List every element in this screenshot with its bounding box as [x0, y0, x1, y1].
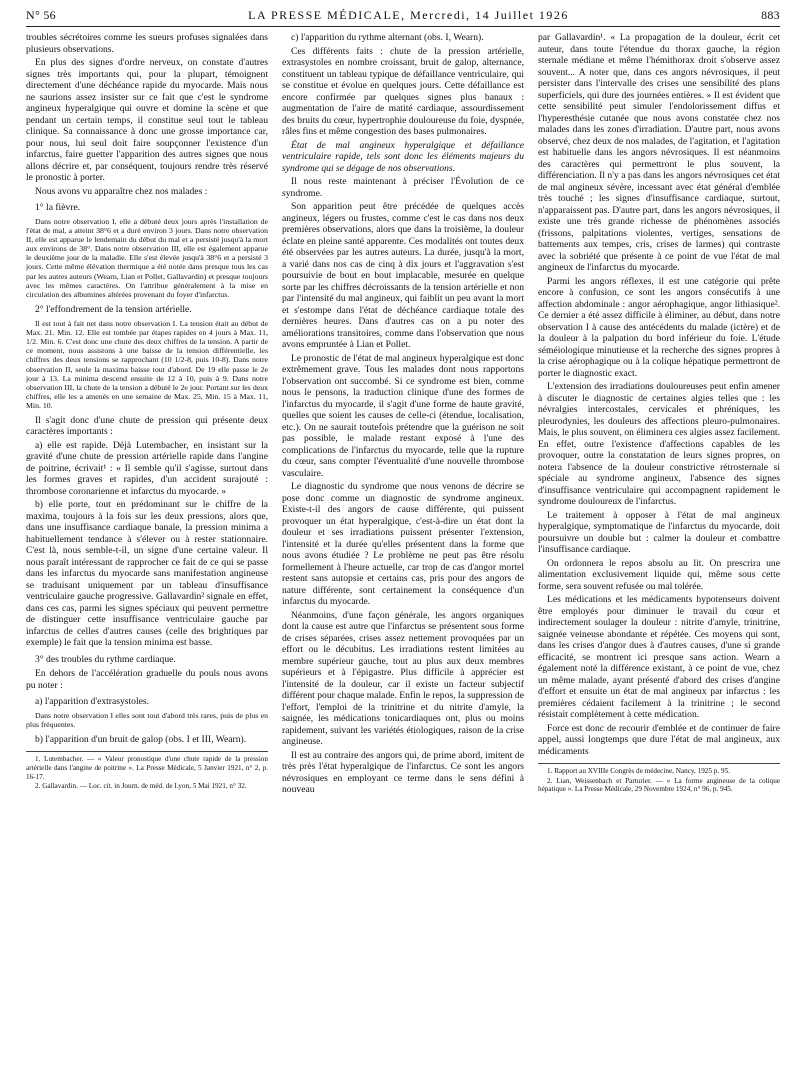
subheading: 3° des troubles du rythme cardiaque.	[35, 653, 176, 665]
footnotes	[538, 763, 780, 794]
paragraph: par Gallavardin¹. « La propagation de la douleur, écrit cet auteur, dans toute l'étendue du thorax gauche, la région sternale médiane et même l'hémithorax droit s'observe assez souvent... A noter que, dans ces angors névrosiques, il peut persister dans l'intervalle des crises une sensibilité des plans superficiels, qui dure des journées entières. » Il est évident que cette sensibilité peut simuler l'endolorissement diffus et l'hyperesthésie cutanée que nous avons constatée chez nos malades dans les zones d'irradiation. D'autre part, nous avons observé, chez deux de nos malades, de l'agitation, et l'agitation est habituelle dans les angors névrosiques. Il est néanmoins des caractères qui permettront le plus souvent, la différenciation. Il n'y a pas dans les angors névrosiques cet état de mal angineux sévère, incessant avec état général d'emblée très touché ; les signes d'insuffisance cardiaque, surtout, n'apparaissent pas. D'autre part, dans les angors névrosiques, il existe une très grande richesse de phénomènes associés (frissons, palpitations violentes, vertiges, sensations de battements aux tempes, cris, crises de larmes) qui contraste avec la sobriété que présente à ce point de vue l'état de mal angineux de l'infarctus du myocarde.	[538, 32, 780, 273]
paragraph: Ces différents faits : chute de la pression artérielle, extrasystoles en nombre croissant, bruit de galop, alternance, constituent un tableau typique de défaillance ventriculaire, qui se constitue et évolue en quelques jours. Cette défaillance est encore confirmée par quelques signes plus banaux : augmentation de l'aire de matité cardiaque, assourdissement des bruits du cœur, hypertrophie douloureuse du foie, dyspnée, râles fins et même congestion des bases pulmonaires.	[282, 45, 524, 137]
column-left	[26, 32, 268, 1077]
footnotes	[26, 751, 268, 791]
paragraph: On ordonnera le repos absolu au lit. On prescrira une alimentation exclusivement liquide qui, même sous cette forme, sera souvent refusée ou mal tolérée.	[538, 557, 780, 592]
paragraph: L'extension des irradiations douloureuses peut enfin amener à discuter le diagnostic de certaines algies telles que : les névralgies intercostales, cervicales et phréniques, les pleurodynies, les douleurs des affections pleuro-pulmonaires. Mais, le plus souvent, on éliminera ces algies assez facilement. En effet, outre l'existence d'affections capables de les provoquer, outre la constatation de leurs signes propres, on notera l'absence de la douleur constrictive rétrosternale si spéciale au syndrome angineux, l'absence des signes d'insuffisance ventriculaire qui accompagnent rapidement le syndrome douloureux de l'infarctus.	[538, 381, 780, 507]
paragraph: Le diagnostic du syndrome que nous venons de décrire se pose donc comme un diagnostic de syndrome angineux. Existe-t-il des angors de cause différente, qui puissent provoquer un état hyperalgique, c'est-à-dire un état dont la douleur et ses irradiations puissent présenter l'extension, l'intensité et la durée qu'elles présentent dans la forme que nous avons étudiée ? Le problème ne peut pas être résolu formellement à l'heure actuelle, car trop de cas d'angor mortel restent sans autopsie et certains cas, pris pour des angors de nature différente, sont certainement la conséquence d'un infarctus du myocarde.	[282, 481, 524, 607]
paragraph: Force est donc de recourir d'emblée et de continuer de faire appel, aussi longtemps que dure l'état de mal angineux, aux médicaments	[538, 722, 780, 757]
observation-note: Dans notre observation I, elle a débuté deux jours après l'installation de l'état de mal, a atteint 38°6 et a duré environ 3 jours. Dans notre observation II, elle est apparue le lendemain du début du mal et a persisté jusqu'à la mort aux environs de 38°. Dans notre observation III, elle est également apparue le deuxième jour de la maladie. Elle s'est élevée jusqu'à 38°6 et a persisté 3 jours. Cette même élévation thermique a été notée dans presque tous les cas par les autres auteurs (Wearn, Lian et Pollet, Gallavardin) et presque toujours avec les mêmes caractères. On l'attribue généralement à la mise en circulation des albumines altérées provenant du foyer d'infarctus.	[26, 216, 268, 299]
paragraph: Les médications et les médicaments hypotenseurs doivent être employés pour diminuer le travail du cœur et indirectement soulager la douleur : nitrite d'amyle, trinitrine, saignée veineuse abondante et répétée. Ces moyens qui sont, dans les crises d'angor dues à d'autres causes, d'une si grande efficacité, se montrent ici presque sans action. Wearn a également noté la différence existant, à ce point de vue, chez un même malade, ayant présenté d'abord des crises d'angine d'effort et ensuite un état de mal angineux par infarctus : les premières cédaient facilement à la trinitrine ; le second résistait complètement à cette médication.	[538, 594, 780, 720]
paragraph: Le traitement à opposer à l'état de mal angineux hyperalgique, symptomatique de l'infarctus du myocarde, doit poursuivre un double but : calmer la douleur et combattre l'insuffisance cardiaque.	[538, 509, 780, 555]
paragraph: Nous avons vu apparaître chez nos malades :	[35, 185, 208, 197]
subheading: a) l'apparition d'extrasystoles.	[35, 696, 150, 708]
paragraph: Il est au contraire des angors qui, de prime abord, imitent de très près l'état hyperalgique de l'infarctus. Ce sont les angors névrosiques en employant ce terme dans le sens défini à nouveau	[282, 749, 524, 795]
paragraph: troubles sécrétoires comme les sueurs profuses signalées dans plusieurs observations.	[26, 32, 268, 55]
issue-number: N° 56	[26, 8, 56, 22]
paragraph: Il s'agit donc d'une chute de pression qui présente deux caractères importants :	[26, 414, 268, 438]
paragraph: Le pronostic de l'état de mal angineux hyperalgique est donc extrêmement grave. Tous les malades dont nous rapportons l'observation ont succombé. Si ce syndrome est bien, comme nous le pensons, la traduction clinique d'une des formes de l'infarctus du myocarde, il s'agit d'une forme de haute gravité, quelles que soient les causes de celle-ci (étendue, localisation, etc.). On ne saurait toutefois prétendre que la guérison ne soit pas possible, le malade restant exposé à l'une des complications de l'infarctus du myocarde, telle que la rupture du cœur, sans compter l'éventualité d'une nouvelle thrombose vasculaire.	[282, 352, 524, 479]
paragraph: En plus des signes d'ordre nerveux, on constate d'autres signes très importants qui, pour la plupart, témoignent directement d'une déchéance rapide du myocarde. Mais nous ne saurions assez insister sur ce fait que c'est le syndrome angineux hyperalgique qui ouvre et domine la scène et que pendant un certain temps, il constitue seul tout le tableau clinique. Sa connaissance à donc une grosse importance car, pour nous, lui seul doit faire soupçonner l'existence d'un infarctus, faire guetter l'apparition des autres signes que nous allons décrire et, par conséquent, toujours rendre très réservé le pronostic à porter.	[26, 57, 268, 183]
text-columns	[26, 32, 780, 1077]
column-right	[538, 32, 780, 1077]
subheading: b) l'apparition d'un bruit de galop (obs. I et III, Wearn).	[35, 733, 247, 745]
subheading: 2° l'effondrement de la tension artérielle.	[35, 304, 192, 316]
paragraph: a) elle est rapide. Déjà Lutembacher, en insistant sur la gravité d'une chute de pression artérielle rapide dans l'angine de poitrine, écrivait¹ : « Il semble qu'il s'agisse, surtout dans les formes graves et rapides, d'un accident surajouté : thrombose coronarienne et infarctus du myocarde. »	[26, 439, 268, 497]
observation-note: Dans notre observation I elles sont tout d'abord très rares, puis de plus en plus fréquentes.	[26, 710, 268, 729]
subheading: 1° la fièvre.	[35, 202, 81, 213]
paragraph: Son apparition peut être précédée de quelques accès angineux, légers ou frustes, comme c'est le cas dans nos deux premières observations, alors que dans la troisième, la douleur éclate en pleine santé apparente. Ces modalités ont toutes deux été observées par les autres auteurs. La durée, jusqu'à la mort, a varié dans nos cas de cinq à dix jours et l'aggravation s'est poursuivie de bout en bout implacable, mesurée en quelque sorte par les chiffres décroissants de la tension artérielle et non par l'intensité du mal angineux, qui faiblit un peu avant la mort et s'estompe dans l'état de déchéance cardiaque totale des dernières heures. Dans d'autres cas on a pu noter des améliorations transitoires, comme dans l'observation que nous avons empruntée à Lian et Pollet.	[282, 201, 524, 350]
paragraph: Néanmoins, d'une façon générale, les angors organiques dont la cause est autre que l'infarctus se présentent sous forme de crises séparées, crises assez nettement provoquées par un effort ou le décubitus. Les irradiations restent limitées au membre supérieur gauche, tout au plus aux deux membres supérieurs et à l'épigastre. Plus difficile à apprécier est l'intensité de la douleur, car il existe un facteur subjectif différent pour chaque malade. Enfin le repos, la suppression de l'effort, l'emploi de la trinitrine et du nitrite d'amyle, la saignée, les médications tonicardiaques ont, plus ou moins rapidement, suivant les variétés étiologiques, raison de la crise angineuse.	[282, 609, 524, 747]
footnote: 1. Rapport au XVIIIe Congrès de médecine, Nancy, 1925 p. 95.	[547, 767, 730, 775]
paragraph: En dehors de l'accélération graduelle du pouls nous avons pu noter :	[26, 668, 268, 691]
paragraph: Parmi les angors réflexes, il est une catégorie qui prête encore à confusion, ce sont les angors consécutifs à une affection abdominale : angor aérophagique, angor lithiasique². Ce dernier a été assez difficile à éliminer, au début, dans notre observation I à cause des antécédents du malade (ictère) et de la douleur à la palpation du bord inférieur du foie. L'étude séméiologique minutieuse et la recherche des signes propres à la crise aérophagique ou à la colique hépatique permettront de porter le diagnostic exact.	[538, 275, 780, 379]
observation-note: Il est tout à fait net dans notre observation I. La tension était au début de Max. 21. Min. 12. Elle est tombée par étapes rapides en 4 jours à Max. 11, 1/2. Min. 6. C'est donc une chute des deux chiffres de la tension. A partir de ce moment, nous assistons à une baisse de la tension différentielle, les chiffres des deux tensions se rapprochant (10 1/2-8, puis 10-8). Dans notre observation II, seule la maxima baisse tout d'abord. De 19 elle passe le 2e jour à 13. La minima descend ensuite de 12 à 10, puis à 9. Dans notre observation III, la chute de la tension a débuté le 2e jour. Portant sur les deux chiffres, elle les a amenés en une semaine de Max. 25, Min. 15 à Max. 11, Min. 10.	[26, 318, 268, 411]
footnote: 2. Gallavardin. — Loc. cit. in Journ. de méd. de Lyon, 5 Mai 1921, n° 32.	[35, 782, 247, 791]
subheading: c) l'apparition du rythme alternant (obs. I, Wearn).	[291, 32, 484, 43]
footnote: 1. Lutembacher. — « Valeur pronostique d'une chute rapide de la pression artérielle dans l'angine de poitrine ». La Presse Médicale, 5 Janvier 1921, n° 2, p. 16-17.	[26, 755, 268, 781]
journal-title: LA PRESSE MÉDICALE, Mercredi, 14 Juillet 1926	[248, 8, 569, 22]
paragraph: Il nous reste maintenant à préciser l'Évolution de ce syndrome.	[282, 176, 524, 199]
footnote: 2. Lian, Weissenbach et Parturier. — « La forme angineuse de la colique hépatique ». La Presse Médicale, 29 Novembre 1924, n° 96, p. 945.	[538, 776, 780, 794]
page-number: 883	[761, 8, 780, 22]
paragraph: b) elle porte, tout en prédominant sur le chiffre de la maxima, toujours à la fois sur les deux pressions, alors que, dans une insuffisance cardiaque banale, la pression minima a habituellement tendance à s'élever ou à rester stationnaire. C'est là, nous semble-t-il, un signe d'une certaine valeur. Il nous paraît intéressant de rapprocher ce fait de ce qui se passe dans les infarctus du myocarde sans manifestation angineuse se traduisant uniquement par un tableau d'insuffisance ventriculaire gauche progressive. Gallavardin² signale en effet, dans ces cas, parmi les signes spéciaux qui peuvent permettre de distinguer cette insuffisance ventriculaire gauche par infarctus de celles d'autres causes (celle des brightiques par exemple) le fait que la tension minima est basse.	[26, 499, 268, 649]
paragraph: État de mal angineux hyperalgique et défaillance ventriculaire rapide, tels sont donc les éléments majeurs du syndrome qui se dégage de nos observations.	[282, 139, 524, 174]
column-middle	[282, 32, 524, 1077]
running-head	[26, 8, 780, 27]
